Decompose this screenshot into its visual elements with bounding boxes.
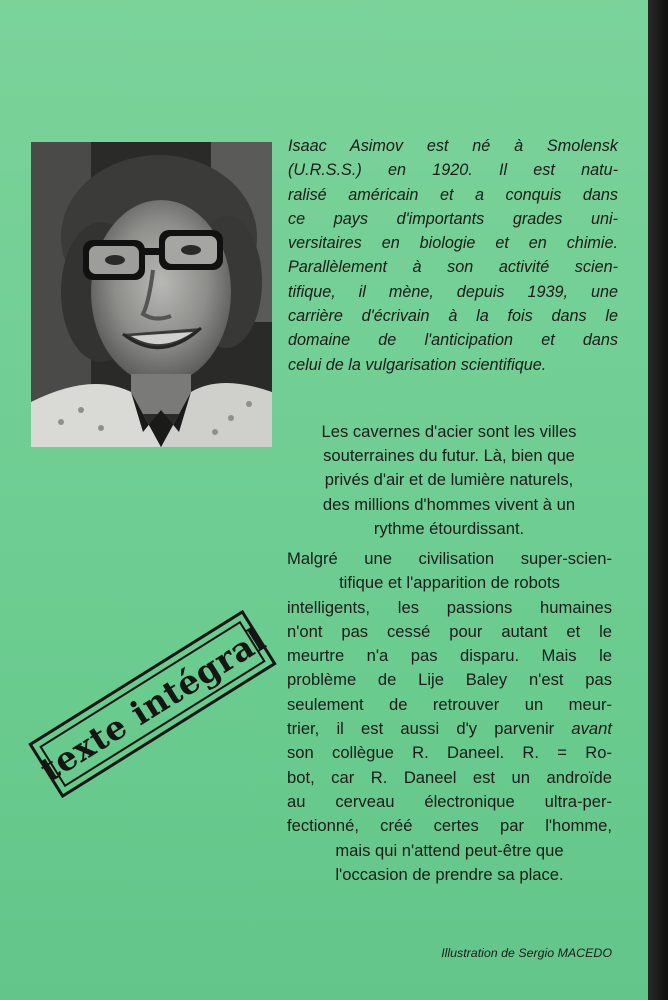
- summary-line: [287, 717, 612, 741]
- bio-line: domaine de l'anticipation et dans: [288, 331, 618, 350]
- summary-line: mais qui n'attend peut-être que: [335, 840, 564, 860]
- summary-line: fectionné, créé certes par l'homme,: [287, 816, 612, 836]
- summary-line: bot, car R. Daneel est un androïde: [287, 767, 612, 787]
- texte-integral-stamp: [28, 610, 276, 798]
- bio-line: tifique, il mène, depuis 1939, une: [288, 282, 618, 301]
- emphasis-avant: avant: [571, 719, 612, 739]
- summary-line: Malgré une civilisation super-scien-: [287, 549, 612, 568]
- summary-paragraph-1: [289, 420, 609, 541]
- bio-line: ce pays d'importants grades uni-: [288, 209, 618, 228]
- bio-line: (U.R.S.S.) en 1920. Il est natu-: [288, 161, 618, 180]
- summary-line: intelligents, les passions humaines: [287, 597, 612, 617]
- summary-line-text: trier, il est aussi d'y parvenir: [287, 719, 555, 739]
- illustration-credit: Illustration de Sergio MACEDO: [441, 946, 612, 960]
- summary-paragraph-2: [287, 547, 612, 887]
- book-spine-edge: [648, 0, 668, 1000]
- author-biography: [288, 134, 618, 377]
- bio-line: ralisé américain et a conquis dans: [288, 185, 618, 204]
- summary-line: des millions d'hommes vivent à un: [322, 494, 576, 514]
- summary-line: seulement de retrouver un meur-: [287, 694, 612, 714]
- summary-line: rythme étourdissant.: [373, 518, 525, 538]
- author-photo: [31, 142, 272, 447]
- author-portrait-illustration: [31, 142, 272, 447]
- bio-line: Parallèlement à son activité scien-: [288, 258, 618, 277]
- summary-line: meurtre n'a pas disparu. Mais le: [287, 646, 612, 666]
- summary-line: l'occasion de prendre sa place.: [335, 864, 564, 884]
- summary-line: n'ont pas cessé pour autant et le: [287, 621, 612, 641]
- bio-line: versitaires en biologie et en chimie.: [288, 234, 618, 253]
- summary-line: son collègue R. Daneel. R. = Ro-: [287, 743, 612, 763]
- summary-line: Les cavernes d'acier sont les villes: [321, 422, 577, 441]
- summary-line: tifique et l'apparition de robots: [339, 573, 560, 593]
- bio-line: carrière d'écrivain à la fois dans le: [288, 307, 618, 326]
- bio-line: celui de la vulgarisation scientifique.: [288, 355, 547, 374]
- bio-line: Isaac Asimov est né à Smolensk: [288, 137, 618, 155]
- stamp-label: texte intégral: [32, 619, 273, 789]
- summary-line: au cerveau électronique ultra-per-: [287, 791, 612, 811]
- summary-line: problème de Lije Baley n'est pas: [287, 670, 612, 690]
- summary-line: souterraines du futur. Là, bien que: [323, 446, 575, 466]
- summary-line: privés d'air et de lumière naturels,: [324, 470, 574, 490]
